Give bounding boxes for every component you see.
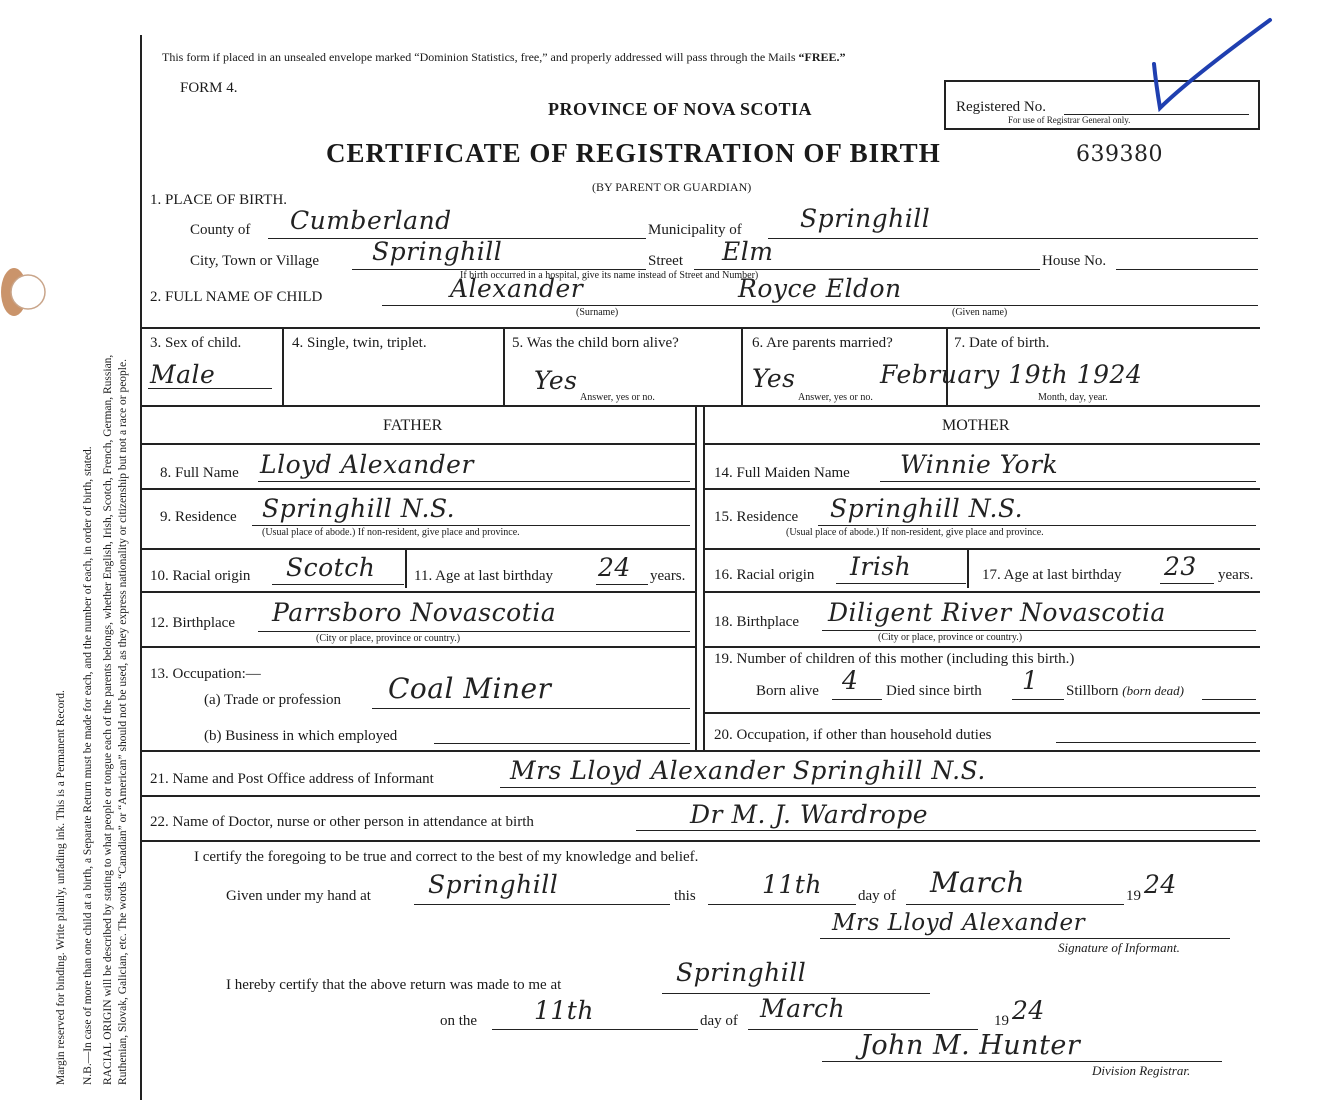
informant-signature: Mrs Lloyd Alexander xyxy=(832,910,1086,936)
date-of-birth-caption: Month, day, year. xyxy=(1038,392,1108,403)
mother-name-value: Winnie York xyxy=(900,450,1059,479)
given-place-value: Springhill xyxy=(428,870,559,899)
certify-statement: I certify the foregoing to be true and correct to the best of my knowledge and belief. xyxy=(194,849,699,865)
father-birthplace-caption: (City or place, province or country.) xyxy=(316,633,461,644)
given-day-value: 11th xyxy=(762,870,822,899)
registrar-signature: John M. Hunter xyxy=(860,1030,1081,1061)
given-this-label: this xyxy=(674,888,696,904)
mother-birthplace-label: 18. Birthplace xyxy=(714,614,799,630)
registrar-day-value: 11th xyxy=(534,996,594,1025)
binding-stain xyxy=(0,262,46,322)
mother-residence-value: Springhill N.S. xyxy=(830,494,1024,523)
registered-number-note: For use of Registrar General only. xyxy=(1008,115,1131,125)
child-name-label: 2. FULL NAME OF CHILD xyxy=(150,289,323,305)
place-of-birth-heading: 1. PLACE OF BIRTH. xyxy=(150,192,288,208)
born-alive-value: Yes xyxy=(534,366,578,395)
parents-married-label: 6. Are parents married? xyxy=(752,335,893,351)
informant-value: Mrs Lloyd Alexander Springhill N.S. xyxy=(510,756,986,785)
informant-signature-caption: Signature of Informant. xyxy=(1058,940,1180,955)
father-occupation-label: 13. Occupation:— xyxy=(150,666,261,682)
mother-residence-label: 15. Residence xyxy=(714,509,799,525)
father-age-label: 11. Age at last birthday xyxy=(414,568,553,584)
hospital-note: If birth occurred in a hospital, give its name instead of Street and Number) xyxy=(460,270,759,281)
died-since-birth-value: 1 xyxy=(1022,666,1039,695)
trade-value: Coal Miner xyxy=(388,672,552,705)
parents-married-value: Yes xyxy=(752,364,796,393)
informant-label: 21. Name and Post Office address of Informant xyxy=(150,771,434,787)
registrar-year-value: 24 xyxy=(1012,996,1045,1025)
father-heading: FATHER xyxy=(383,417,443,434)
father-years-label: years. xyxy=(650,568,686,584)
child-given-names: Royce Eldon xyxy=(738,274,902,303)
row3-top-rule xyxy=(140,327,1260,329)
mother-racial-label: 16. Racial origin xyxy=(714,567,815,583)
father-residence-caption: (Usual place of abode.) If non-resident, give place and province. xyxy=(262,527,520,538)
born-alive-count-value: 4 xyxy=(842,666,859,695)
father-age-value: 24 xyxy=(598,553,631,582)
born-alive-caption: Answer, yes or no. xyxy=(580,392,655,403)
given-name-caption: (Given name) xyxy=(952,307,1008,318)
municipality-label: Municipality of xyxy=(648,222,742,238)
column-divider-right xyxy=(703,405,705,751)
mother-racial-value: Irish xyxy=(850,552,912,581)
registrar-year-prefix: 19 xyxy=(994,1013,1009,1029)
sex-label: 3. Sex of child. xyxy=(150,335,242,351)
died-since-birth-label: Died since birth xyxy=(886,683,982,699)
certificate-subtitle: (BY PARENT OR GUARDIAN) xyxy=(592,180,752,194)
mother-name-label: 14. Full Maiden Name xyxy=(714,465,850,481)
mother-residence-caption: (Usual place of abode.) If non-resident, give place and province. xyxy=(786,527,1044,538)
date-of-birth-value: February 19th 1924 xyxy=(880,360,1143,389)
registrar-place-value: Springhill xyxy=(676,958,807,987)
surname-caption: (Surname) xyxy=(576,307,619,318)
province-heading: PROVINCE OF NOVA SCOTIA xyxy=(548,99,813,119)
registrar-month-value: March xyxy=(760,994,846,1023)
county-label: County of xyxy=(190,222,251,238)
date-of-birth-label: 7. Date of birth. xyxy=(954,335,1050,351)
county-value: Cumberland xyxy=(290,206,452,235)
row3-bottom-rule xyxy=(140,405,1260,407)
trade-label: (a) Trade or profession xyxy=(204,692,342,708)
parents-married-caption: Answer, yes or no. xyxy=(798,392,873,403)
doctor-value: Dr M. J. Wardrope xyxy=(690,800,929,829)
form-number: FORM 4. xyxy=(180,80,238,96)
city-label: City, Town or Village xyxy=(190,253,320,269)
born-alive-label: 5. Was the child born alive? xyxy=(512,335,679,351)
mother-occupation-label: 20. Occupation, if other than household duties xyxy=(714,727,992,743)
street-label: Street xyxy=(648,253,683,269)
check-mark-icon xyxy=(1148,12,1283,117)
business-label: (b) Business in which employed xyxy=(204,728,398,744)
city-value: Springhill xyxy=(372,237,503,266)
mail-notice: This form if placed in an unsealed envelope marked “Dominion Statistics, free,” and properly addressed will pass through the Mails “FREE.” xyxy=(162,50,846,64)
registrar-on-the-label: on the xyxy=(440,1013,478,1029)
registration-number: 639380 xyxy=(1076,142,1163,167)
father-name-value: Lloyd Alexander xyxy=(260,450,474,479)
margin-note-racial-origin-1: RACIAL ORIGIN will be described by stating to what people or tongue each of the parents belongs, whether English, Irish, Scotch, French, German, Russian, xyxy=(102,354,114,1085)
given-year-prefix: 19 xyxy=(1126,888,1141,904)
margin-note-binding: Margin reserved for binding. Write plainly, unfading ink. This is a Permanent Record. xyxy=(55,690,67,1085)
given-month-value: March xyxy=(930,866,1025,899)
column-divider-left xyxy=(695,405,697,751)
municipality-value: Springhill xyxy=(800,204,931,233)
registrar-statement: I hereby certify that the above return was made to me at xyxy=(226,977,562,993)
margin-note-multiple-births: N.B.—In case of more than one child at a birth, a Separate Return must be made for each, and the number of each, in order of birth, stated. xyxy=(82,446,94,1085)
mother-age-value: 23 xyxy=(1164,552,1197,581)
certificate-title: CERTIFICATE OF REGISTRATION OF BIRTH xyxy=(326,138,941,168)
registrar-day-of-label: day of xyxy=(700,1013,738,1029)
registrar-signature-caption: Division Registrar. xyxy=(1092,1063,1191,1078)
child-surname: Alexander xyxy=(450,274,584,303)
father-racial-value: Scotch xyxy=(286,553,376,582)
mother-birthplace-value: Diligent River Novascotia xyxy=(828,598,1166,627)
margin-note-racial-origin-2: Ruthenian, Slovak, Galician, etc. The words “Canadian” or “American” should not be used, as they express nationality or citizenship but not a race or people. xyxy=(117,359,129,1085)
mother-years-label: years. xyxy=(1218,567,1254,583)
given-year-value: 24 xyxy=(1144,870,1177,899)
street-value: Elm xyxy=(722,237,774,266)
father-racial-label: 10. Racial origin xyxy=(150,568,251,584)
father-birthplace-value: Parrsboro Novascotia xyxy=(272,598,557,627)
father-residence-value: Springhill N.S. xyxy=(262,494,456,523)
children-count-label: 19. Number of children of this mother (including this birth.) xyxy=(714,651,1075,667)
mother-heading: MOTHER xyxy=(942,417,1010,434)
registered-number-label: Registered No. xyxy=(956,99,1046,115)
father-name-label: 8. Full Name xyxy=(160,465,239,481)
doctor-label: 22. Name of Doctor, nurse or other person in attendance at birth xyxy=(150,814,534,830)
sex-value: Male xyxy=(150,360,216,389)
given-under-hand-label: Given under my hand at xyxy=(226,888,371,904)
given-day-of-label: day of xyxy=(858,888,896,904)
mother-age-label: 17. Age at last birthday xyxy=(982,567,1122,583)
plurality-label: 4. Single, twin, triplet. xyxy=(292,335,427,351)
occupation-bottom-rule xyxy=(140,750,1260,752)
stillborn-label: Stillborn (born dead) xyxy=(1066,683,1185,699)
father-residence-label: 9. Residence xyxy=(160,509,237,525)
house-number-label: House No. xyxy=(1042,253,1107,269)
father-birthplace-label: 12. Birthplace xyxy=(150,615,235,631)
born-alive-count-label: Born alive xyxy=(756,683,819,699)
mother-birthplace-caption: (City or place, province or country.) xyxy=(878,632,1023,643)
left-border xyxy=(140,35,142,1100)
